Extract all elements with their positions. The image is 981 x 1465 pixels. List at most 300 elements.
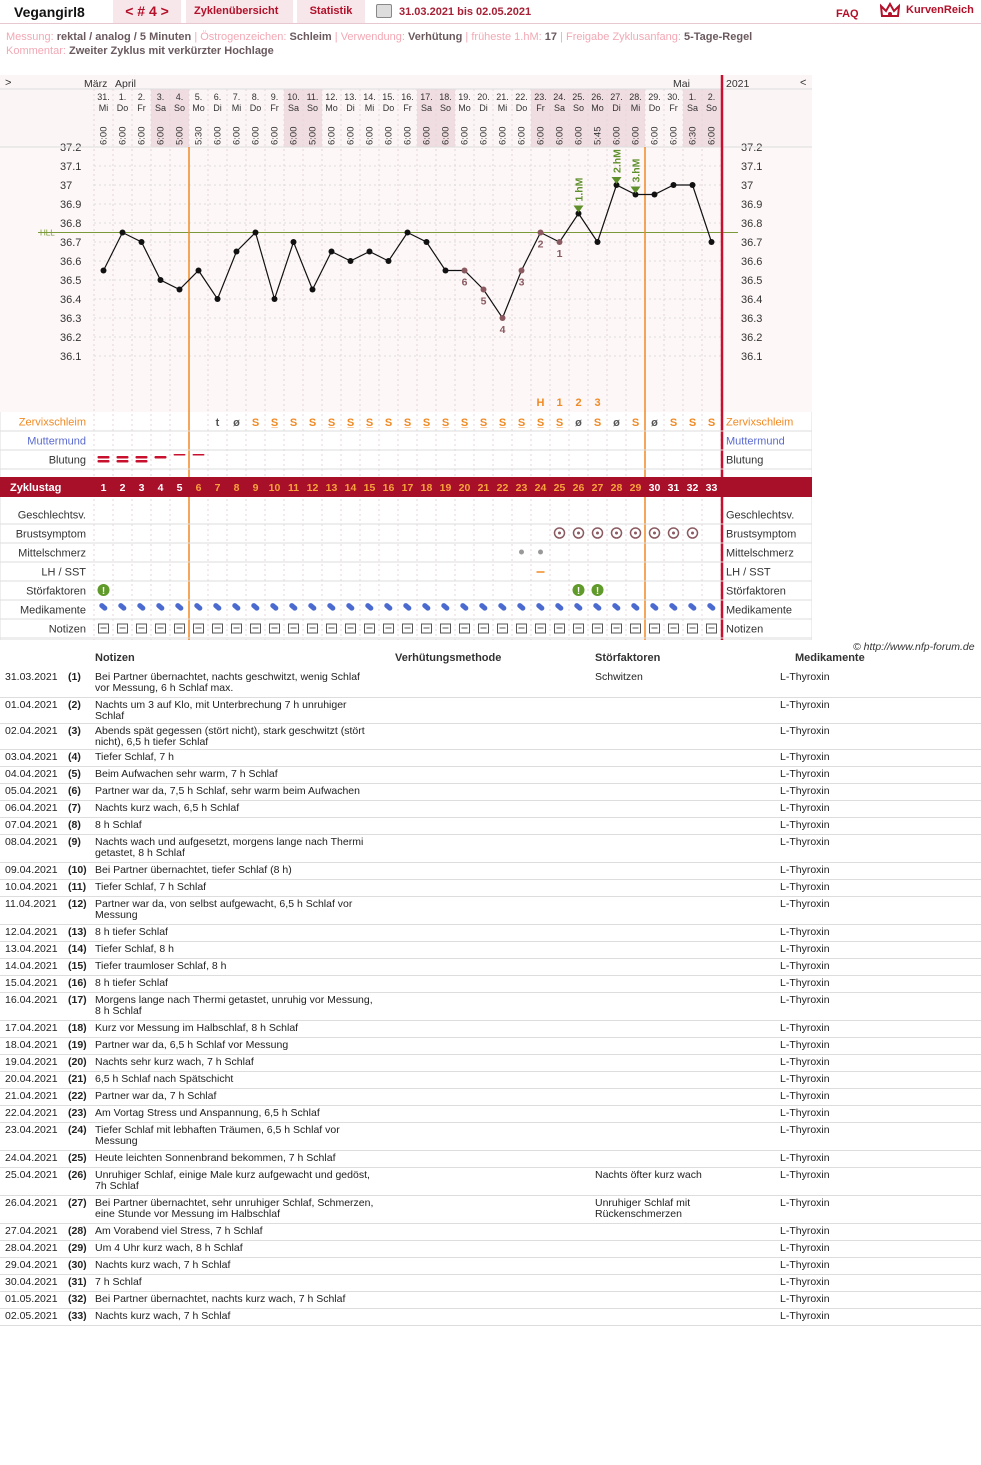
- date-range: 31.03.2021 bis 02.05.2021: [399, 6, 532, 18]
- date-label: 2.: [707, 92, 716, 102]
- time-label: 6:00: [269, 126, 281, 145]
- row-medication: L-Thyroxin: [780, 1276, 830, 1288]
- usage-value: Verhütung: [407, 31, 463, 43]
- breast-symptom-dot: [615, 532, 618, 535]
- time-label: 6:00: [535, 126, 547, 145]
- faq-link[interactable]: FAQ: [836, 8, 859, 20]
- cervix-symbol: S: [707, 417, 716, 429]
- row-note: Heute leichten Sonnenbrand bekommen, 7 h Schlaf: [95, 1152, 336, 1164]
- time-label: 6:00: [402, 126, 414, 145]
- row-medication: L-Thyroxin: [780, 1107, 830, 1119]
- brand-name[interactable]: KurvenReich: [906, 4, 974, 16]
- time-label: 6:00: [497, 126, 509, 145]
- weekday-label: Sa: [553, 103, 566, 113]
- date-label: 17.: [420, 92, 433, 102]
- year-label: 2021: [726, 78, 750, 90]
- row-number: (8): [68, 819, 81, 831]
- weekday-label: Do: [249, 103, 262, 113]
- cervix-symbol: t: [215, 417, 220, 429]
- weekday-label: Mi: [630, 103, 641, 113]
- time-label: 5:30: [193, 126, 205, 145]
- time-label: 6:00: [250, 126, 262, 145]
- row-date: 10.04.2021: [5, 881, 58, 893]
- row-note: Tiefer Schlaf, 7 h Schlaf: [95, 881, 207, 893]
- bleeding-mark: [155, 456, 167, 459]
- cervix-symbol: S̲: [346, 417, 355, 429]
- weekday-label: Di: [612, 103, 621, 113]
- row-date: 17.04.2021: [5, 1022, 58, 1034]
- disturbance-mark: !: [576, 586, 581, 597]
- weekday-label: Fr: [270, 103, 279, 113]
- temperature-point: [177, 287, 183, 293]
- table-row: [0, 1055, 981, 1072]
- date-label: 21.: [496, 92, 509, 102]
- breast-symptom-dot: [577, 532, 580, 535]
- weekday-label: Do: [382, 103, 395, 113]
- temperature-point: [671, 182, 677, 188]
- row-label-left: Geschlechtsv.: [17, 509, 86, 522]
- temperature-point: [139, 239, 145, 245]
- y-tick-left: 37.2: [60, 142, 82, 154]
- row-date: 29.04.2021: [5, 1259, 58, 1271]
- row-date: 31.03.2021: [5, 671, 58, 683]
- weekday-label: So: [439, 103, 452, 113]
- cycle-day-number: 1: [100, 482, 107, 494]
- time-label: 6:00: [706, 126, 718, 145]
- cycle-day-number: 19: [439, 482, 452, 494]
- weekday-label: Sa: [420, 103, 433, 113]
- date-label: 9.: [270, 92, 279, 102]
- temperature-point: [424, 239, 430, 245]
- time-label: 6:00: [231, 126, 243, 145]
- temperature-point: [519, 268, 525, 274]
- temperature-point: [310, 287, 316, 293]
- row-medication: L-Thyroxin: [780, 994, 830, 1006]
- date-label: 16.: [401, 92, 414, 102]
- cervix-symbol: S̲: [555, 417, 564, 429]
- cycle-day-number: 22: [496, 482, 509, 494]
- date-label: 7.: [232, 92, 241, 102]
- weekday-label: Mi: [364, 103, 375, 113]
- row-note: Am Vortag Stress und Anspannung, 6,5 h Schlaf: [95, 1107, 320, 1119]
- weekday-label: Fr: [403, 103, 412, 113]
- cervix-symbol: S: [289, 417, 298, 429]
- weekday-label: Mo: [325, 103, 338, 113]
- table-row: [0, 1072, 981, 1089]
- row-date: 23.04.2021: [5, 1124, 58, 1136]
- row-label-right: Blutung: [726, 454, 764, 467]
- date-label: 12.: [325, 92, 338, 102]
- date-label: 6.: [213, 92, 222, 102]
- usage-label: Verwendung:: [340, 31, 405, 43]
- temperature-point: [386, 258, 392, 264]
- time-label: 6:00: [155, 126, 167, 145]
- copyright[interactable]: © http://www.nfp-forum.de: [853, 641, 975, 653]
- y-tick-right: 36.6: [741, 256, 763, 268]
- weekday-label: Mo: [591, 103, 604, 113]
- disturbance-mark: !: [101, 586, 106, 597]
- time-label: 6:00: [459, 126, 471, 145]
- cervix-symbol: S̲: [365, 417, 374, 429]
- date-label: 1.: [688, 92, 697, 102]
- row-label-right: Notizen: [726, 623, 764, 636]
- weekday-label: Fr: [536, 103, 545, 113]
- row-date: 04.04.2021: [5, 768, 58, 780]
- date-label: 22.: [515, 92, 528, 102]
- table-row: [0, 1038, 981, 1055]
- time-label: 6:00: [440, 126, 452, 145]
- temperature-point: [253, 230, 259, 236]
- cycle-day-number: 30: [648, 482, 661, 494]
- bleeding-mark: [117, 460, 129, 463]
- row-medication: L-Thyroxin: [780, 1242, 830, 1254]
- weekday-label: Sa: [686, 103, 699, 113]
- row-medication: L-Thyroxin: [780, 1152, 830, 1164]
- time-label: 6:00: [649, 126, 661, 145]
- temperature-point: [652, 192, 658, 198]
- hll-label: HLL: [40, 228, 55, 238]
- row-number: (11): [68, 881, 87, 893]
- row-medication: L-Thyroxin: [780, 1169, 830, 1181]
- y-tick-left: 36.4: [60, 294, 82, 306]
- row-date: 12.04.2021: [5, 926, 58, 938]
- temperature-point: [500, 315, 506, 321]
- cycle-day-number: 26: [572, 482, 585, 494]
- cycle-day-number: 27: [591, 482, 604, 494]
- date-label: 26.: [591, 92, 604, 102]
- row-label-left: Zyklustag: [10, 482, 62, 494]
- table-row: [0, 942, 981, 959]
- row-label-right: LH / SST: [726, 566, 771, 579]
- y-tick-left: 36.2: [60, 332, 82, 344]
- row-label-right: Geschlechtsv.: [726, 509, 795, 522]
- row-medication: L-Thyroxin: [780, 802, 830, 814]
- temperature-point: [215, 296, 221, 302]
- row-medication: L-Thyroxin: [780, 1022, 830, 1034]
- row-medication: L-Thyroxin: [780, 1197, 830, 1209]
- date-label: 24.: [553, 92, 566, 102]
- cycle-day-number: 33: [705, 482, 718, 494]
- row-number: (13): [68, 926, 87, 938]
- row-note: Partner war da, 7,5 h Schlaf, sehr warm beim Aufwachen: [95, 785, 360, 797]
- temperature-point: [291, 239, 297, 245]
- row-number: (19): [68, 1039, 87, 1051]
- cervix-symbol: S̲: [479, 417, 488, 429]
- tab-statistics[interactable]: Statistik: [297, 0, 365, 23]
- table-row: [0, 1292, 981, 1309]
- table-row: [0, 724, 981, 750]
- time-label: 5:00: [307, 126, 319, 145]
- row-medication: L-Thyroxin: [780, 977, 830, 989]
- row-date: 03.04.2021: [5, 751, 58, 763]
- row-label-right: Muttermund: [726, 435, 785, 448]
- time-label: 6:00: [117, 126, 129, 145]
- cervix-symbol: S̲: [441, 417, 450, 429]
- row-note: Beim Aufwachen sehr warm, 7 h Schlaf: [95, 768, 278, 780]
- row-medication: L-Thyroxin: [780, 864, 830, 876]
- high-day-label: 1.hM: [573, 177, 586, 202]
- table-row: [0, 1168, 981, 1196]
- table-row: [0, 801, 981, 818]
- high-day-label: 2.hM: [611, 149, 624, 173]
- row-note: Nachts um 3 auf Klo, mit Unterbrechung 7 h unruhiger Schlaf: [95, 699, 347, 722]
- date-label: 13.: [344, 92, 357, 102]
- top-bar: [0, 0, 981, 24]
- temperature-point: [196, 268, 202, 274]
- table-row: [0, 1021, 981, 1038]
- y-tick-left: 36.1: [60, 351, 82, 363]
- date-label: 18.: [439, 92, 452, 102]
- temperature-point: [462, 268, 468, 274]
- low-day-label: 2: [537, 238, 544, 251]
- cervix-symbol: S̲: [517, 417, 526, 429]
- row-disturbance: Nachts öfter kurz wach: [595, 1169, 702, 1181]
- comment-value: Zweiter Zyklus mit verkürzter Hochlage: [68, 45, 274, 57]
- cervix-symbol: S: [631, 417, 640, 429]
- peak-label: 3: [594, 397, 601, 409]
- cycle-navigator[interactable]: < # 4 >: [113, 0, 181, 23]
- row-date: 01.05.2021: [5, 1293, 58, 1305]
- row-medication: L-Thyroxin: [780, 1073, 830, 1085]
- row-number: (16): [68, 977, 87, 989]
- row-date: 06.04.2021: [5, 802, 58, 814]
- cervix-symbol: S̲: [327, 417, 336, 429]
- cycle-day-number: 8: [233, 482, 240, 494]
- low-day-label: 1: [556, 248, 563, 260]
- temperature-point: [405, 230, 411, 236]
- row-date: 07.04.2021: [5, 819, 58, 831]
- time-label: 6:00: [345, 126, 357, 145]
- row-label-left: Brustsymptom: [15, 528, 86, 541]
- username: Vegangirl8: [14, 4, 85, 20]
- row-medication: L-Thyroxin: [780, 785, 830, 797]
- bleeding-mark: [174, 454, 186, 456]
- month-label: März: [84, 78, 108, 90]
- time-label: 5:00: [174, 126, 186, 145]
- row-disturbance: Unruhiger Schlaf mit Rückenschmerzen: [595, 1197, 691, 1220]
- col-disturbances: Störfaktoren: [595, 652, 661, 664]
- y-tick-left: 36.7: [60, 237, 82, 249]
- cervix-symbol: S̲: [403, 417, 412, 429]
- bleeding-mark: [136, 460, 148, 463]
- table-row: [0, 1196, 981, 1224]
- cycle-day-number: 4: [157, 482, 164, 494]
- table-row: [0, 698, 981, 724]
- comment-label: Kommentar:: [6, 45, 66, 57]
- row-number: (32): [68, 1293, 87, 1305]
- estrogen-value: Schleim: [289, 31, 332, 43]
- row-note: Tiefer Schlaf, 8 h: [95, 943, 174, 955]
- row-medication: L-Thyroxin: [780, 1310, 830, 1322]
- cycle-day-number: 10: [268, 482, 281, 494]
- table-row: [0, 1151, 981, 1168]
- time-label: 6:00: [630, 126, 642, 145]
- cycle-day-number: 18: [420, 482, 433, 494]
- date-label: 11.: [306, 92, 319, 102]
- cycle-day-number: 17: [401, 482, 414, 494]
- row-note: Nachts kurz wach, 7 h Schlaf: [95, 1310, 231, 1322]
- row-medication: L-Thyroxin: [780, 768, 830, 780]
- cervix-symbol: S: [251, 417, 260, 429]
- time-label: 6:00: [288, 126, 300, 145]
- table-row: [0, 897, 981, 925]
- temperature-point: [709, 239, 715, 245]
- row-note: Bei Partner übernachtet, tiefer Schlaf (8 h): [95, 864, 292, 876]
- table-row: [0, 1123, 981, 1151]
- row-number: (6): [68, 785, 81, 797]
- y-tick-right: 36.4: [741, 294, 763, 306]
- cervix-symbol: ø: [575, 417, 582, 429]
- y-tick-right: 36.5: [741, 275, 763, 287]
- row-date: 13.04.2021: [5, 943, 58, 955]
- table-row: [0, 976, 981, 993]
- row-note: 7 h Schlaf: [95, 1276, 142, 1288]
- date-label: 19.: [458, 92, 471, 102]
- weekday-label: Di: [479, 103, 488, 113]
- temperature-point: [120, 230, 126, 236]
- weekday-label: Mo: [458, 103, 471, 113]
- row-date: 18.04.2021: [5, 1039, 58, 1051]
- temperature-point: [272, 296, 278, 302]
- y-tick-left: 37.1: [60, 161, 82, 173]
- row-number: (18): [68, 1022, 87, 1034]
- table-row: [0, 818, 981, 835]
- bleeding-mark: [193, 454, 205, 456]
- cycle-day-number: 2: [119, 482, 126, 494]
- time-label: 5:45: [592, 126, 604, 145]
- row-number: (31): [68, 1276, 87, 1288]
- low-day-label: 5: [480, 295, 487, 308]
- table-row: [0, 1258, 981, 1275]
- table-row: [0, 784, 981, 801]
- row-medication: L-Thyroxin: [780, 1259, 830, 1271]
- table-row: [0, 1106, 981, 1123]
- cycle-day-number: 20: [458, 482, 471, 494]
- bleeding-mark: [117, 456, 129, 459]
- cycle-day-number: 23: [515, 482, 528, 494]
- row-label-left: Medikamente: [19, 604, 86, 617]
- mittelschmerz-dot: [538, 550, 543, 555]
- row-medication: L-Thyroxin: [780, 836, 830, 848]
- row-medication: L-Thyroxin: [780, 881, 830, 893]
- row-note: Partner war da, 6,5 h Schlaf vor Messung: [95, 1039, 289, 1051]
- row-medication: L-Thyroxin: [780, 699, 830, 711]
- date-label: 5.: [194, 92, 203, 102]
- row-note: Tiefer Schlaf, 7 h: [95, 751, 174, 763]
- row-number: (24): [68, 1124, 87, 1136]
- row-medication: L-Thyroxin: [780, 751, 830, 763]
- time-label: 6:00: [554, 126, 566, 145]
- print-icon[interactable]: [376, 4, 392, 18]
- cycle-day-number: 16: [382, 482, 395, 494]
- y-tick-right: 36.8: [741, 218, 763, 230]
- row-number: (7): [68, 802, 81, 814]
- row-medication: L-Thyroxin: [780, 1225, 830, 1237]
- row-note: Um 4 Uhr kurz wach, 8 h Schlaf: [95, 1242, 243, 1254]
- cervix-symbol: S: [688, 417, 697, 429]
- y-tick-left: 36.9: [60, 199, 82, 211]
- row-number: (20): [68, 1056, 87, 1068]
- table-row: [0, 835, 981, 863]
- tab-cycle-overview[interactable]: Zyklenübersicht: [186, 0, 293, 23]
- row-medication: L-Thyroxin: [780, 1293, 830, 1305]
- time-label: 6:00: [611, 126, 623, 145]
- temperature-chart: [0, 75, 812, 640]
- temperature-point: [557, 239, 563, 245]
- y-tick-right: 36.3: [741, 313, 763, 325]
- weekday-label: Mo: [192, 103, 205, 113]
- crown-logo-icon[interactable]: [880, 2, 900, 20]
- cycle-day-number: 11: [287, 482, 300, 494]
- row-number: (9): [68, 836, 81, 848]
- row-label-left: Störfaktoren: [26, 585, 86, 598]
- low-day-label: 3: [518, 276, 525, 289]
- row-date: 25.04.2021: [5, 1169, 58, 1181]
- cervix-symbol: ø: [651, 417, 658, 429]
- mittelschmerz-dot: [519, 550, 524, 555]
- date-label: 28.: [629, 92, 642, 102]
- row-note: Partner war da, von selbst aufgewacht, 6,5 h Schlaf vor Messung: [95, 898, 353, 921]
- low-day-label: 4: [499, 324, 506, 336]
- cycle-day-number: 29: [629, 482, 642, 494]
- month-label: April: [115, 78, 137, 90]
- y-tick-left: 36.5: [60, 275, 82, 287]
- row-date: 21.04.2021: [5, 1090, 58, 1102]
- bleeding-mark: [98, 460, 110, 463]
- earliest-hm-value: 17: [544, 31, 557, 43]
- y-tick-right: 37.2: [741, 142, 763, 154]
- time-label: 6:00: [383, 126, 395, 145]
- weekday-label: Do: [116, 103, 129, 113]
- row-date: 09.04.2021: [5, 864, 58, 876]
- time-label: 6:00: [212, 126, 224, 145]
- row-label-left: Muttermund: [27, 435, 86, 448]
- cervix-symbol: ø: [233, 417, 240, 429]
- cycle-info: [6, 30, 976, 58]
- y-tick-right: 36.1: [741, 351, 763, 363]
- row-date: 01.04.2021: [5, 699, 58, 711]
- cervix-symbol: S: [384, 417, 393, 429]
- row-note: 8 h tiefer Schlaf: [95, 977, 168, 989]
- row-medication: L-Thyroxin: [780, 671, 830, 683]
- date-label: 29.: [648, 92, 661, 102]
- row-label-right: Medikamente: [726, 604, 793, 617]
- temperature-point: [481, 287, 487, 293]
- row-medication: L-Thyroxin: [780, 943, 830, 955]
- row-note: 8 h Schlaf: [95, 819, 142, 831]
- cervix-symbol: S̲: [422, 417, 431, 429]
- y-tick-right: 37: [741, 180, 754, 192]
- cervix-symbol: S: [308, 417, 317, 429]
- peak-label: 1: [556, 397, 563, 409]
- row-date: 20.04.2021: [5, 1073, 58, 1085]
- row-medication: L-Thyroxin: [780, 725, 830, 737]
- row-note: Am Vorabend viel Stress, 7 h Schlaf: [95, 1225, 263, 1237]
- row-number: (28): [68, 1225, 87, 1237]
- row-note: Unruhiger Schlaf, einige Male kurz aufgewacht und gedöst, 7h Schlaf: [95, 1169, 370, 1192]
- date-label: 25.: [572, 92, 585, 102]
- row-number: (1): [68, 671, 81, 683]
- table-row: [0, 959, 981, 976]
- cycle-day-number: 28: [610, 482, 623, 494]
- weekday-label: Di: [346, 103, 355, 113]
- date-label: 20.: [477, 92, 490, 102]
- date-label: 1.: [118, 92, 127, 102]
- measure-value: rektal / analog / 5 Minuten: [56, 31, 192, 43]
- col-notes: Notizen: [95, 652, 135, 664]
- row-note: Bei Partner übernachtet, sehr unruhiger Schlaf, Schmerzen, eine Stunde vor Messung im Halbschlaf: [95, 1197, 374, 1220]
- cervix-symbol: S: [669, 417, 678, 429]
